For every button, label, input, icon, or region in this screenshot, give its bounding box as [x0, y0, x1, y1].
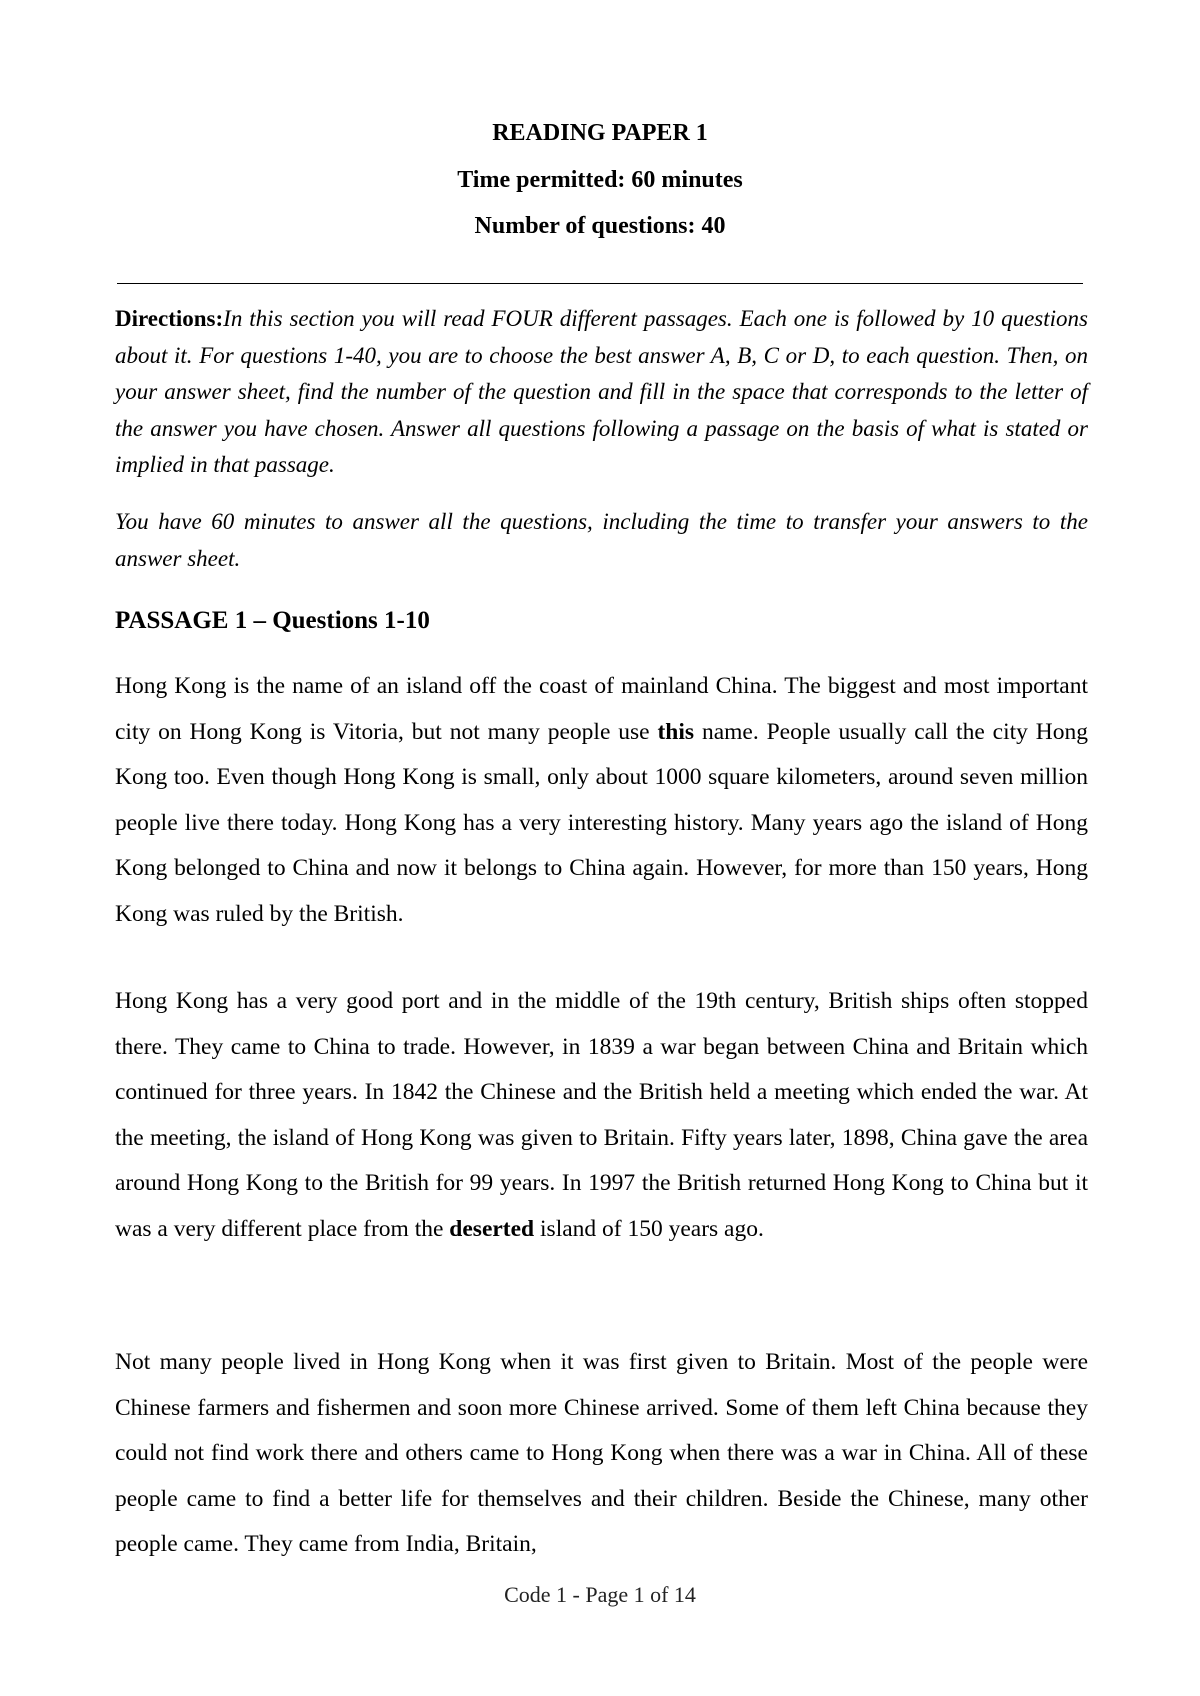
question-count: Number of questions: 40 [474, 213, 726, 239]
directions-label: Directions: [115, 306, 224, 331]
paragraph-2-text-b: island of 150 years ago. [534, 1215, 764, 1242]
passage-paragraph-3: Not many people lived in Hong Kong when it was first given to Britain. Most of the people were Chinese farmers and fishermen and soon more Chinese arrived. Some of them left China because they could not find work there and others came to Hong Kong when there was a war in China. All of these people came to find a better life for themselves and their children. Beside the Chinese, many other people came. They came from India, Britain, [115, 1349, 1088, 1557]
divider-line [117, 283, 1083, 284]
directions-block [115, 301, 1088, 484]
paragraph-1-text-b: name. People usually call the city Hong Kong too. Even though Hong Kong is small, only about 1000 square kilometers, around seven million people live there today. Hong Kong has a very interesting history. Many years ago the island of Hong Kong belonged to China and now it belongs to China again. However, for more than 150 years, Hong Kong was ruled by the British. [115, 718, 1088, 927]
time-permitted: Time permitted: 60 minutes [457, 167, 743, 193]
paragraph-2-text-a: Hong Kong has a very good port and in the middle of the 19th century, British ships often stopped there. They came to China to trade. However, in 1839 a war began between China and Britain which continued for three years. In 1842 the Chinese and the British held a meeting which ended the war. At the meeting, the island of Hong Kong was given to Britain. Fifty years later, 1898, China gave the area around Hong Kong to the British for 99 years. In 1997 the British returned Hong Kong to China but it was a very different place from the [115, 988, 1088, 1242]
passage-heading: PASSAGE 1 – Questions 1-10 [115, 607, 430, 634]
paragraph-1-text-a: Hong Kong is the name of an island off the coast of mainland China. The biggest and most important city on Hong Kong is Vitoria, but not many people use [115, 673, 1088, 745]
passage-paragraph-1 [115, 664, 1088, 937]
directions-text: In this section you will read FOUR different passages. Each one is followed by 10 questions about it. For questions 1-40, you are to choose the best answer A, B, C or D, to each question. Then, on your answer sheet, find the number of the question and fill in the space that corresponds to the letter of the answer you have chosen. Answer all questions following a passage on the basis of what is stated or implied in that passage. [115, 306, 1088, 477]
page-footer: Code 1 - Page 1 of 14 [504, 1582, 696, 1607]
passage-paragraph-2 [115, 979, 1088, 1252]
paragraph-2-bold-word: deserted [449, 1215, 535, 1242]
time-note: You have 60 minutes to answer all the questions, including the time to transfer your answers to the answer sheet. [115, 509, 1088, 571]
paragraph-1-bold-word: this [657, 718, 695, 745]
paper-title: READING PAPER 1 [492, 120, 708, 146]
